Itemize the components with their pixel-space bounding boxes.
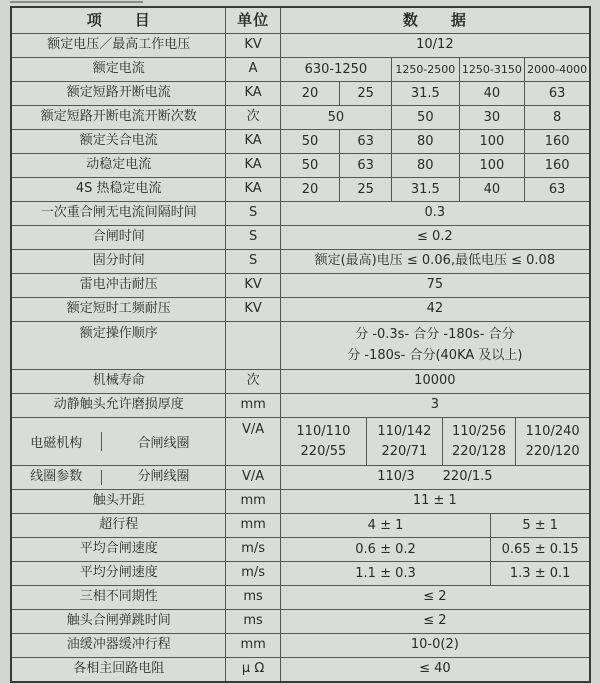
value-cell: 63 [339,130,391,153]
unit-label: 次 [225,106,279,129]
value-cell: 75 [426,277,444,293]
value-cell: ≤ 40 [419,661,451,677]
unit-label: KA [225,178,279,201]
item-label-coil-params: 线圈参数 [30,469,83,485]
item-label: 额定短时工频耐压 [66,301,171,317]
value-cell: 10-0(2) [410,637,459,653]
unit-label: KV [225,298,279,321]
value-cell [442,418,516,465]
header-unit: 单位 [225,8,279,33]
value-cell: 40 [459,82,525,105]
coil-value: 220/55 [300,444,347,460]
value-cell [281,466,589,489]
item-label: 额定关合电流 [79,133,158,149]
sequence-line-1: 分 -0.3s- 合分 -180s- 合分 [355,327,515,343]
row-lightning-impulse [12,273,589,297]
item-split [12,418,225,465]
item-label: 额定操作顺序 [79,326,158,341]
value-cell: 50 [301,158,319,173]
value-cell: 0.3 [424,205,446,221]
spec-table [10,6,591,683]
row-operating-sequence [12,321,589,369]
value-cell [281,418,366,465]
unit-label: m/s [225,538,279,561]
item-label: 额定电压／最高工作电压 [47,37,191,53]
value-cell: 31.5 [391,82,459,105]
item-label: 平均分闸速度 [79,565,158,581]
value-cell: ≤ 0.2 [417,229,453,245]
value-cell [515,418,589,465]
value-cell: 3 [430,397,439,413]
item-label: 三相不同期性 [79,589,158,605]
unit-label: mm [225,394,279,417]
item-label: 4S 热稳定电流 [75,181,162,197]
value-cell: 100 [459,154,525,177]
item-label: 触头开距 [92,493,145,509]
item-label: 额定电流 [92,61,145,77]
value-cell: 20 [301,182,319,197]
unit-label: mm [225,514,279,537]
unit-label: S [225,250,279,273]
value-cell: ≤ 2 [423,613,447,629]
value-cell: 63 [339,154,391,177]
item-label: 油缓冲器缓冲行程 [66,637,171,653]
unit-label: S [225,202,279,225]
value-cell: 1250-3150 [459,58,525,81]
coil-value: 110/256 [451,423,506,439]
unit-label: A [225,58,279,81]
item-label: 额定短路开断电流开断次数 [40,109,197,125]
item-label: 动稳定电流 [86,157,152,173]
row-breaking-current [12,81,589,105]
coil-value: 110/110 [296,423,351,439]
item-label: 动静触头允许磨损厚度 [53,397,184,413]
item-label: 各相主回路电阻 [73,661,165,677]
item-label: 雷电冲击耐压 [79,277,158,293]
value-cell: 63 [524,178,589,201]
item-label: 固分时间 [92,253,145,269]
value-cell: 50 [301,134,319,149]
value-cell: 4 ± 1 [367,518,404,533]
item-label-closing-coil: 合闸线圈 [101,432,226,451]
unit-label: V/A [225,418,279,465]
unit-label: ms [225,586,279,609]
table-header-row [12,8,589,33]
value-cell: 2000-4000 [524,58,589,81]
item-split [12,466,225,489]
value-cell: 63 [524,82,589,105]
coil-value: 220/120 [525,444,580,460]
value-cell: 160 [524,154,589,177]
value-cell: 0.65 ± 0.15 [490,538,589,561]
unit-label: μ Ω [225,658,279,681]
unit-label [225,322,279,369]
coil-value: 220/71 [381,444,428,460]
value-cell: 40 [459,178,525,201]
value-cell: 80 [391,154,459,177]
value-cell: ≤ 2 [423,589,447,605]
item-label: 超行程 [99,517,139,533]
row-oil-buffer-travel [12,633,589,657]
unit-label: V/A [225,466,279,489]
unit-label: m/s [225,562,279,585]
row-contact-wear-thickness [12,393,589,417]
value-cell: 42 [426,301,444,317]
row-closing-coil [12,417,589,465]
item-label: 机械寿命 [92,373,145,389]
row-avg-closing-speed [12,537,589,561]
unit-label: mm [225,490,279,513]
row-avg-opening-speed [12,561,589,585]
value-cell: 31.5 [391,178,459,201]
row-contact-bounce-time [12,609,589,633]
row-overtravel [12,513,589,537]
coil-value: 110/240 [525,423,580,439]
unit-label: KA [225,82,279,105]
row-main-circuit-resistance [12,657,589,681]
item-label: 额定短路开断电流 [66,85,171,101]
value-cell: 额定(最高)电压 ≤ 0.06,最低电压 ≤ 0.08 [314,253,556,269]
value-cell: 30 [459,106,525,129]
value-cell: 630-1250 [304,62,368,77]
row-three-phase-asynchronism [12,585,589,609]
value-cell: 1.3 ± 0.1 [490,562,589,585]
value-cell: 0.6 ± 0.2 [355,542,416,557]
unit-label: mm [225,634,279,657]
item-label-opening-coil: 分闸线圈 [101,470,226,484]
sequence-line-2: 分 -180s- 合分(40KA 及以上) [347,347,523,363]
row-rated-current [12,57,589,81]
item-label: 合闸时间 [92,229,145,245]
row-contact-gap [12,489,589,513]
coil-value: 220/1.5 [442,469,493,485]
value-cell: 20 [301,86,319,101]
unit-label: 次 [225,370,279,393]
value-cell: 50 [391,106,459,129]
value-cell: 80 [391,130,459,153]
value-cell: 160 [524,130,589,153]
value-cell: 10000 [414,373,456,389]
page-edge-line [10,1,143,3]
item-label: 触头合闸弹跳时间 [66,613,171,629]
row-closing-time [12,225,589,249]
value-cell: 50 [327,110,345,125]
value-cell: 1250-2500 [391,58,459,81]
row-mechanical-life [12,369,589,393]
item-label: 一次重合闸无电流间隔时间 [40,205,197,221]
row-breaking-times [12,105,589,129]
header-data: 数 据 [402,11,467,30]
value-cell: 25 [339,178,391,201]
unit-label: S [225,226,279,249]
unit-label: KV [225,34,279,57]
row-power-frequency-withstand [12,297,589,321]
value-cell: 1.1 ± 0.3 [355,566,416,581]
value-cell [281,322,589,369]
unit-label: KA [225,130,279,153]
row-rated-voltage [12,33,589,57]
item-label: 平均合闸速度 [79,541,158,557]
item-label-mechanism: 电磁机构 [30,435,83,451]
row-making-current [12,129,589,153]
unit-label: ms [225,610,279,633]
value-cell: 10/12 [416,37,454,53]
value-cell: 25 [339,82,391,105]
header-item: 项 目 [86,11,151,30]
value-cell: 100 [459,130,525,153]
coil-value: 110/3 [377,469,415,485]
row-opening-coil [12,465,589,489]
value-cell: 8 [524,106,589,129]
coil-value: 110/142 [377,423,432,439]
value-cell [366,418,442,465]
row-opening-time [12,249,589,273]
row-reclosing-interval [12,201,589,225]
value-cell: 5 ± 1 [490,514,589,537]
row-dynamic-stable-current [12,153,589,177]
coil-value: 220/128 [451,444,506,460]
unit-label: KA [225,154,279,177]
value-cell: 11 ± 1 [412,493,457,509]
unit-label: KV [225,274,279,297]
row-thermal-stable-current [12,177,589,201]
